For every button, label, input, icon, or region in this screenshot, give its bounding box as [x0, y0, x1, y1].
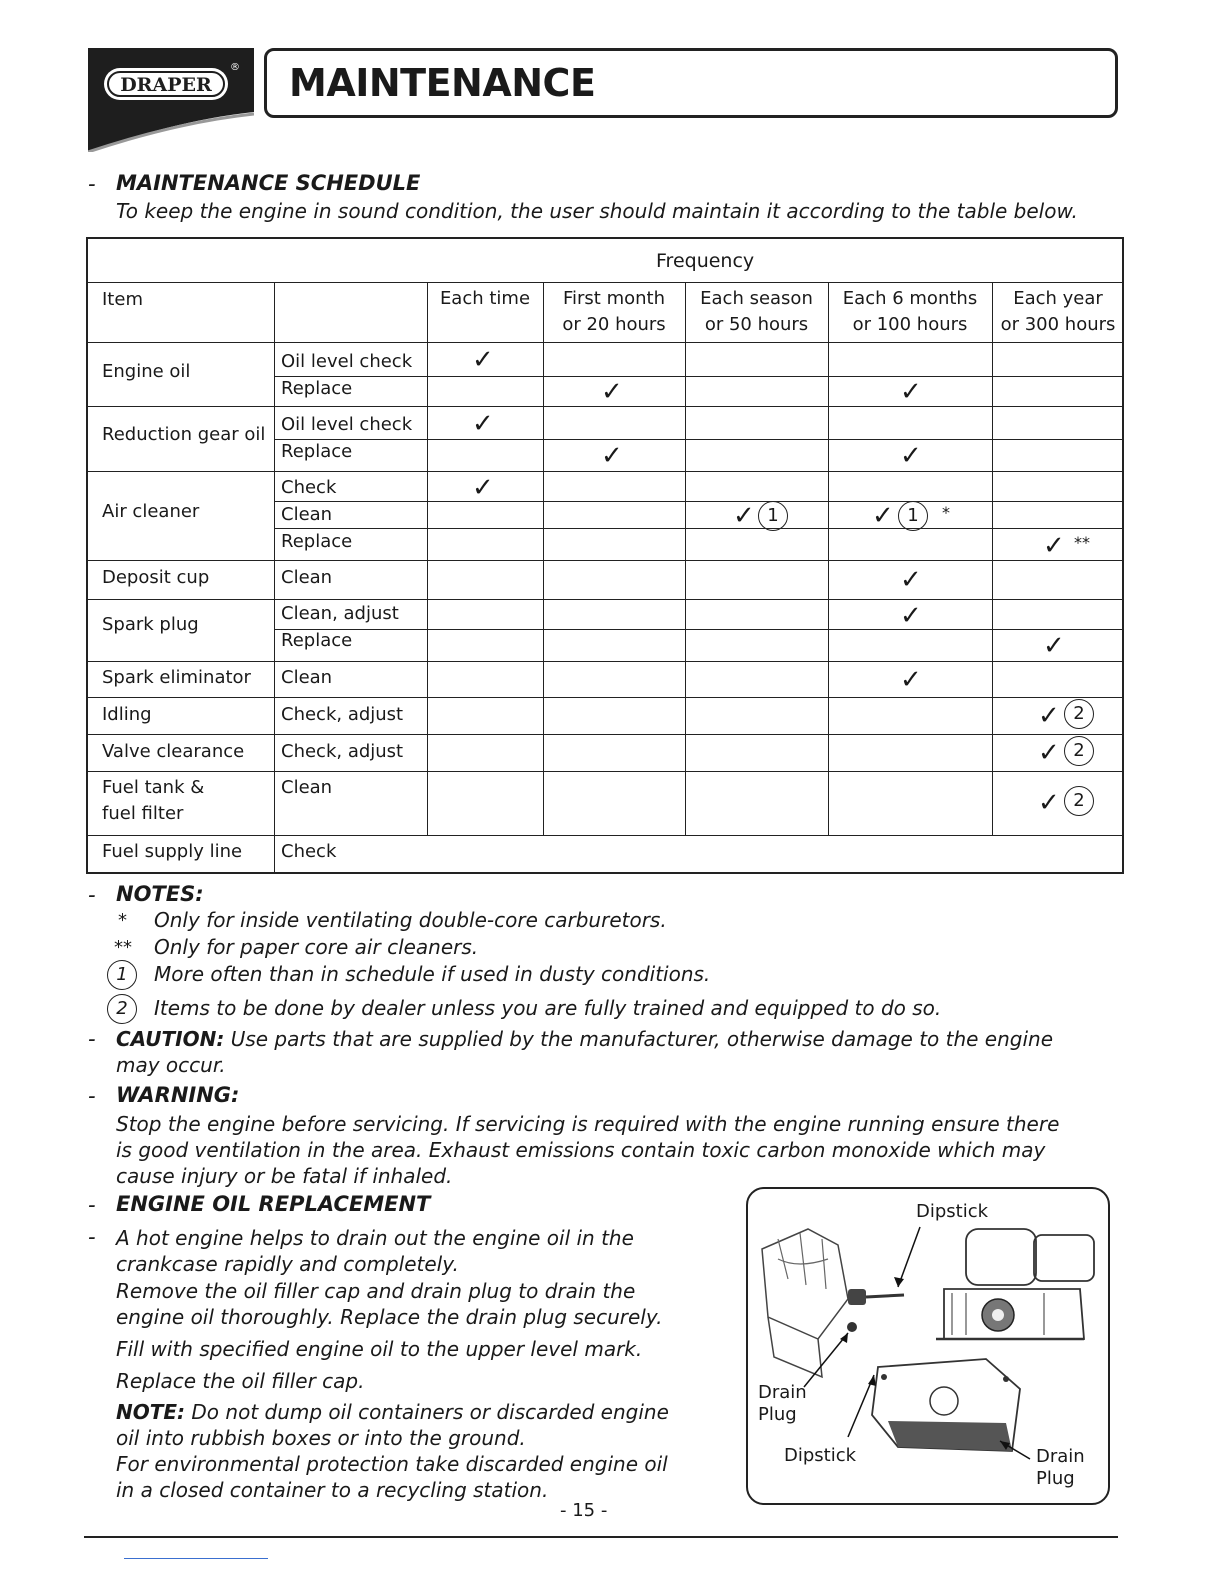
item-label: fuel filter	[102, 803, 184, 824]
oil-note: NOTE: Do not dump oil containers or discarded engine oil into rubbish boxes or into the ground. For environmental protection take discarded engine oil in a closed container to a recycling station.	[116, 1400, 669, 1502]
note-2-marker: 2	[1064, 699, 1094, 729]
task-label: Replace	[281, 630, 353, 651]
title-box	[264, 48, 1118, 118]
note-symbol: **	[114, 937, 132, 958]
page-title: MAINTENANCE	[289, 61, 596, 105]
note-star-marker: **	[1074, 533, 1090, 552]
schedule-intro: To keep the engine in sound condition, the user should maintain it according to the table below.	[116, 199, 1078, 223]
column-header: Each year or 300 hours	[1000, 288, 1116, 335]
task-label: Replace	[281, 378, 353, 399]
check-mark: ✓	[601, 441, 623, 471]
warning-heading: WARNING:	[116, 1083, 240, 1107]
footer-divider	[84, 1536, 1118, 1538]
note-text: Only for inside ventilating double-core carburetors.	[154, 908, 667, 932]
item-label: Reduction gear oil	[102, 424, 266, 445]
bullet-dash: -	[88, 1193, 96, 1217]
note-text: Only for paper core air cleaners.	[154, 935, 479, 959]
note-2-marker: 2	[1064, 786, 1094, 816]
check-mark: ✓	[733, 501, 755, 531]
caution-label: CAUTION:	[116, 1027, 225, 1051]
task-label: Clean	[281, 667, 333, 688]
note-symbol: *	[118, 910, 127, 931]
task-label: Check	[281, 841, 337, 862]
bullet-dash: -	[88, 1027, 96, 1051]
oil-drain-figure	[746, 1187, 1110, 1505]
check-mark: ✓	[472, 473, 494, 503]
warning-text: Stop the engine before servicing. If servicing is required with the engine running ensure there is good ventilation in the area. Exhaust emissions contain toxic carbon monoxide which may cause injury or be fatal if inhaled.	[116, 1112, 1060, 1188]
item-label: Spark plug	[102, 614, 199, 635]
registered-mark: ®	[230, 62, 240, 73]
task-label: Oil level check	[281, 351, 413, 372]
note-1-marker: 1	[758, 501, 788, 531]
oil-paragraph: Fill with specified engine oil to the upper level mark.	[116, 1337, 643, 1361]
check-mark: ✓	[472, 345, 494, 375]
item-label: Air cleaner	[102, 501, 200, 522]
note-text: Items to be done by dealer unless you are fully trained and equipped to do so.	[154, 996, 942, 1020]
task-label: Clean	[281, 777, 333, 798]
item-label: Deposit cup	[102, 567, 210, 588]
check-mark: ✓	[1038, 701, 1060, 731]
column-header: Each season or 50 hours	[700, 288, 813, 335]
note-symbol: 1	[107, 960, 137, 990]
column-header: Each time	[439, 288, 531, 309]
item-label: Idling	[102, 704, 152, 725]
task-label: Replace	[281, 441, 353, 462]
column-header-item: Item	[102, 289, 143, 310]
task-label: Clean	[281, 567, 333, 588]
page-number: - 15 -	[560, 1500, 608, 1521]
column-header: Each 6 months or 100 hours	[842, 288, 978, 335]
item-label: Spark eliminator	[102, 667, 251, 688]
oil-paragraph: Remove the oil filler cap and drain plug to drain the engine oil thoroughly. Replace the drain plug securely.	[116, 1279, 663, 1329]
oil-replacement-heading: ENGINE OIL REPLACEMENT	[116, 1192, 431, 1216]
oil-paragraph: Replace the oil filler cap.	[116, 1369, 365, 1393]
task-label: Replace	[281, 531, 353, 552]
task-label: Check, adjust	[281, 704, 404, 725]
brand-logo	[88, 48, 254, 152]
check-mark: ✓	[900, 377, 922, 407]
check-mark: ✓	[1038, 738, 1060, 768]
task-label: Oil level check	[281, 414, 413, 435]
oil-paragraph: A hot engine helps to drain out the engine oil in the crankcase rapidly and completely.	[116, 1226, 634, 1276]
maintenance-schedule-table	[86, 237, 1124, 874]
item-label: Fuel tank &	[102, 777, 205, 798]
caution-text: CAUTION: Use parts that are supplied by the manufacturer, otherwise damage to the engine may occur.	[116, 1027, 1054, 1077]
check-mark: ✓	[1043, 631, 1065, 661]
note-symbol: 2	[107, 994, 137, 1024]
notes-heading: NOTES:	[116, 882, 204, 906]
check-mark: ✓	[1038, 788, 1060, 818]
footer-accent-line	[124, 1558, 268, 1559]
check-mark: ✓	[472, 409, 494, 439]
bullet-dash: -	[88, 883, 96, 907]
frequency-header: Frequency	[656, 250, 755, 272]
check-mark: ✓	[1043, 531, 1065, 561]
drain-plug-label: Drain Plug	[1036, 1446, 1085, 1489]
dipstick-label: Dipstick	[784, 1445, 857, 1466]
note-label: NOTE:	[116, 1400, 186, 1424]
task-label: Check, adjust	[281, 741, 404, 762]
dipstick-label: Dipstick	[916, 1201, 989, 1222]
check-mark: ✓	[900, 565, 922, 595]
check-mark: ✓	[900, 665, 922, 695]
check-mark: ✓	[601, 377, 623, 407]
task-label: Check	[281, 477, 337, 498]
task-label: Clean, adjust	[281, 603, 399, 624]
check-mark: ✓	[900, 441, 922, 471]
check-mark: ✓	[872, 501, 894, 531]
bullet-dash: -	[88, 1084, 96, 1108]
schedule-heading: MAINTENANCE SCHEDULE	[116, 171, 421, 195]
bullet-dash: -	[88, 172, 96, 196]
note-1-marker: 1	[898, 501, 928, 531]
item-label: Fuel supply line	[102, 841, 243, 862]
bullet-dash: -	[88, 1225, 96, 1249]
check-mark: ✓	[900, 601, 922, 631]
note-star-marker: *	[942, 503, 950, 522]
drain-plug-label: Drain Plug	[758, 1382, 807, 1425]
column-header: First month or 20 hours	[562, 288, 666, 335]
item-label: Valve clearance	[102, 741, 245, 762]
note-text: More often than in schedule if used in dusty conditions.	[154, 962, 711, 986]
task-label: Clean	[281, 504, 333, 525]
item-label: Engine oil	[102, 361, 191, 382]
note-2-marker: 2	[1064, 736, 1094, 766]
brand-name: DRAPER	[120, 74, 212, 96]
